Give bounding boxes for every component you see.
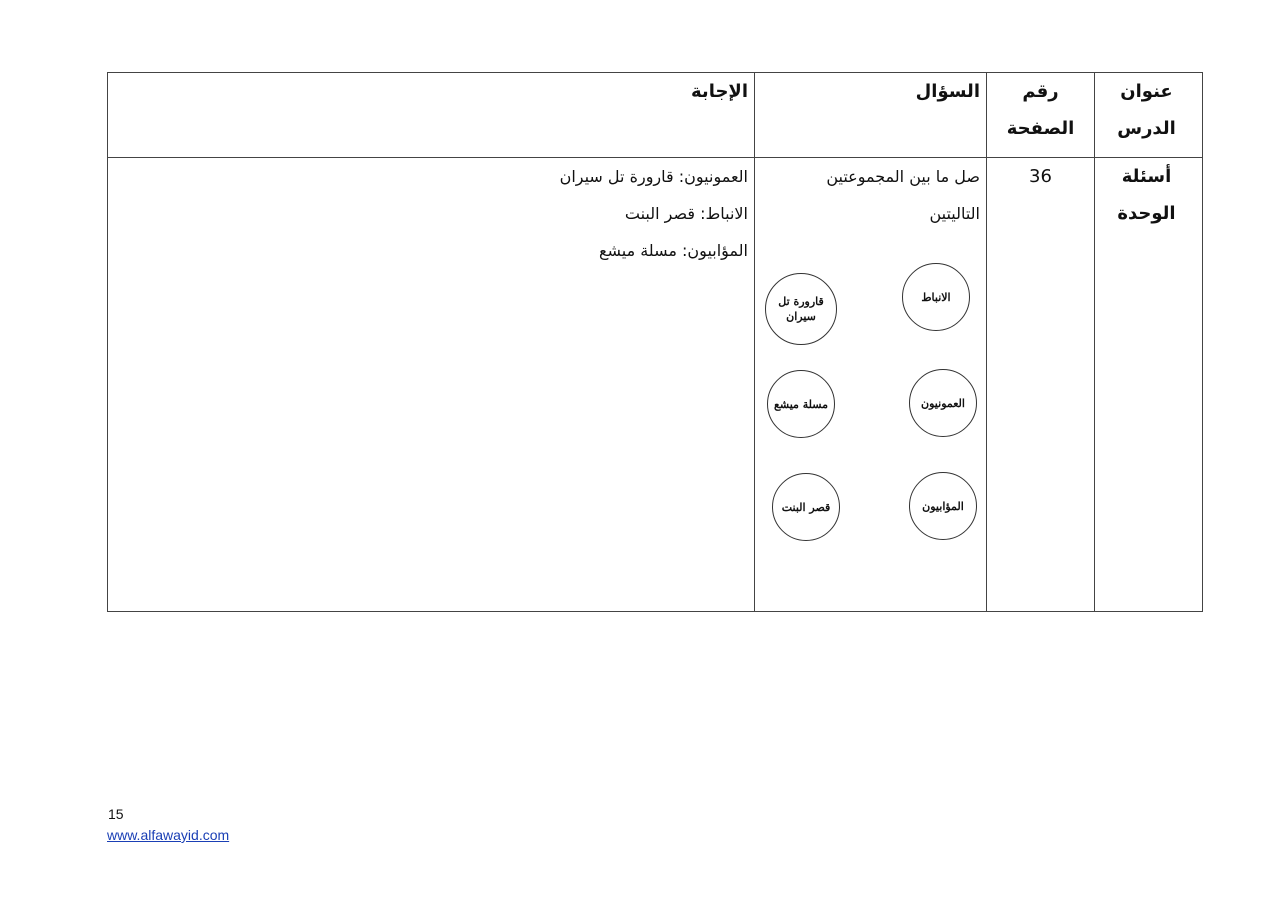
circle-left-3: قصر البنت: [772, 473, 840, 541]
answer-cell: [108, 158, 754, 269]
header-question: السؤال: [915, 81, 980, 102]
header-page-number: رقم الصفحة: [1006, 81, 1075, 139]
page-number-cell: 36: [1029, 166, 1052, 187]
answer-line: الانباط: قصر البنت: [624, 204, 748, 223]
header-lesson-title: عنوان الدرس: [1117, 81, 1176, 139]
circle-left-2: مسلة ميشع: [767, 370, 835, 438]
circle-right-1: الانباط: [902, 263, 970, 331]
circle-left-1: قارورة تل سيران: [765, 273, 837, 345]
lesson-table: [107, 72, 1203, 612]
website-link[interactable]: www.alfawayid.com: [107, 827, 230, 843]
circle-right-2: العمونيون: [909, 369, 977, 437]
circle-right-3: المؤابيون: [909, 472, 977, 540]
question-cell: صل ما بين المجموعتين التاليتين: [826, 167, 980, 223]
page-number-footer: 15: [108, 806, 124, 822]
answer-line: العمونيون: قارورة تل سيران: [559, 167, 748, 186]
lesson-title-cell: أسئلة الوحدة: [1117, 166, 1176, 224]
header-answer: الإجابة: [691, 81, 748, 102]
answer-line: المؤابيون: مسلة ميشع: [598, 241, 748, 260]
